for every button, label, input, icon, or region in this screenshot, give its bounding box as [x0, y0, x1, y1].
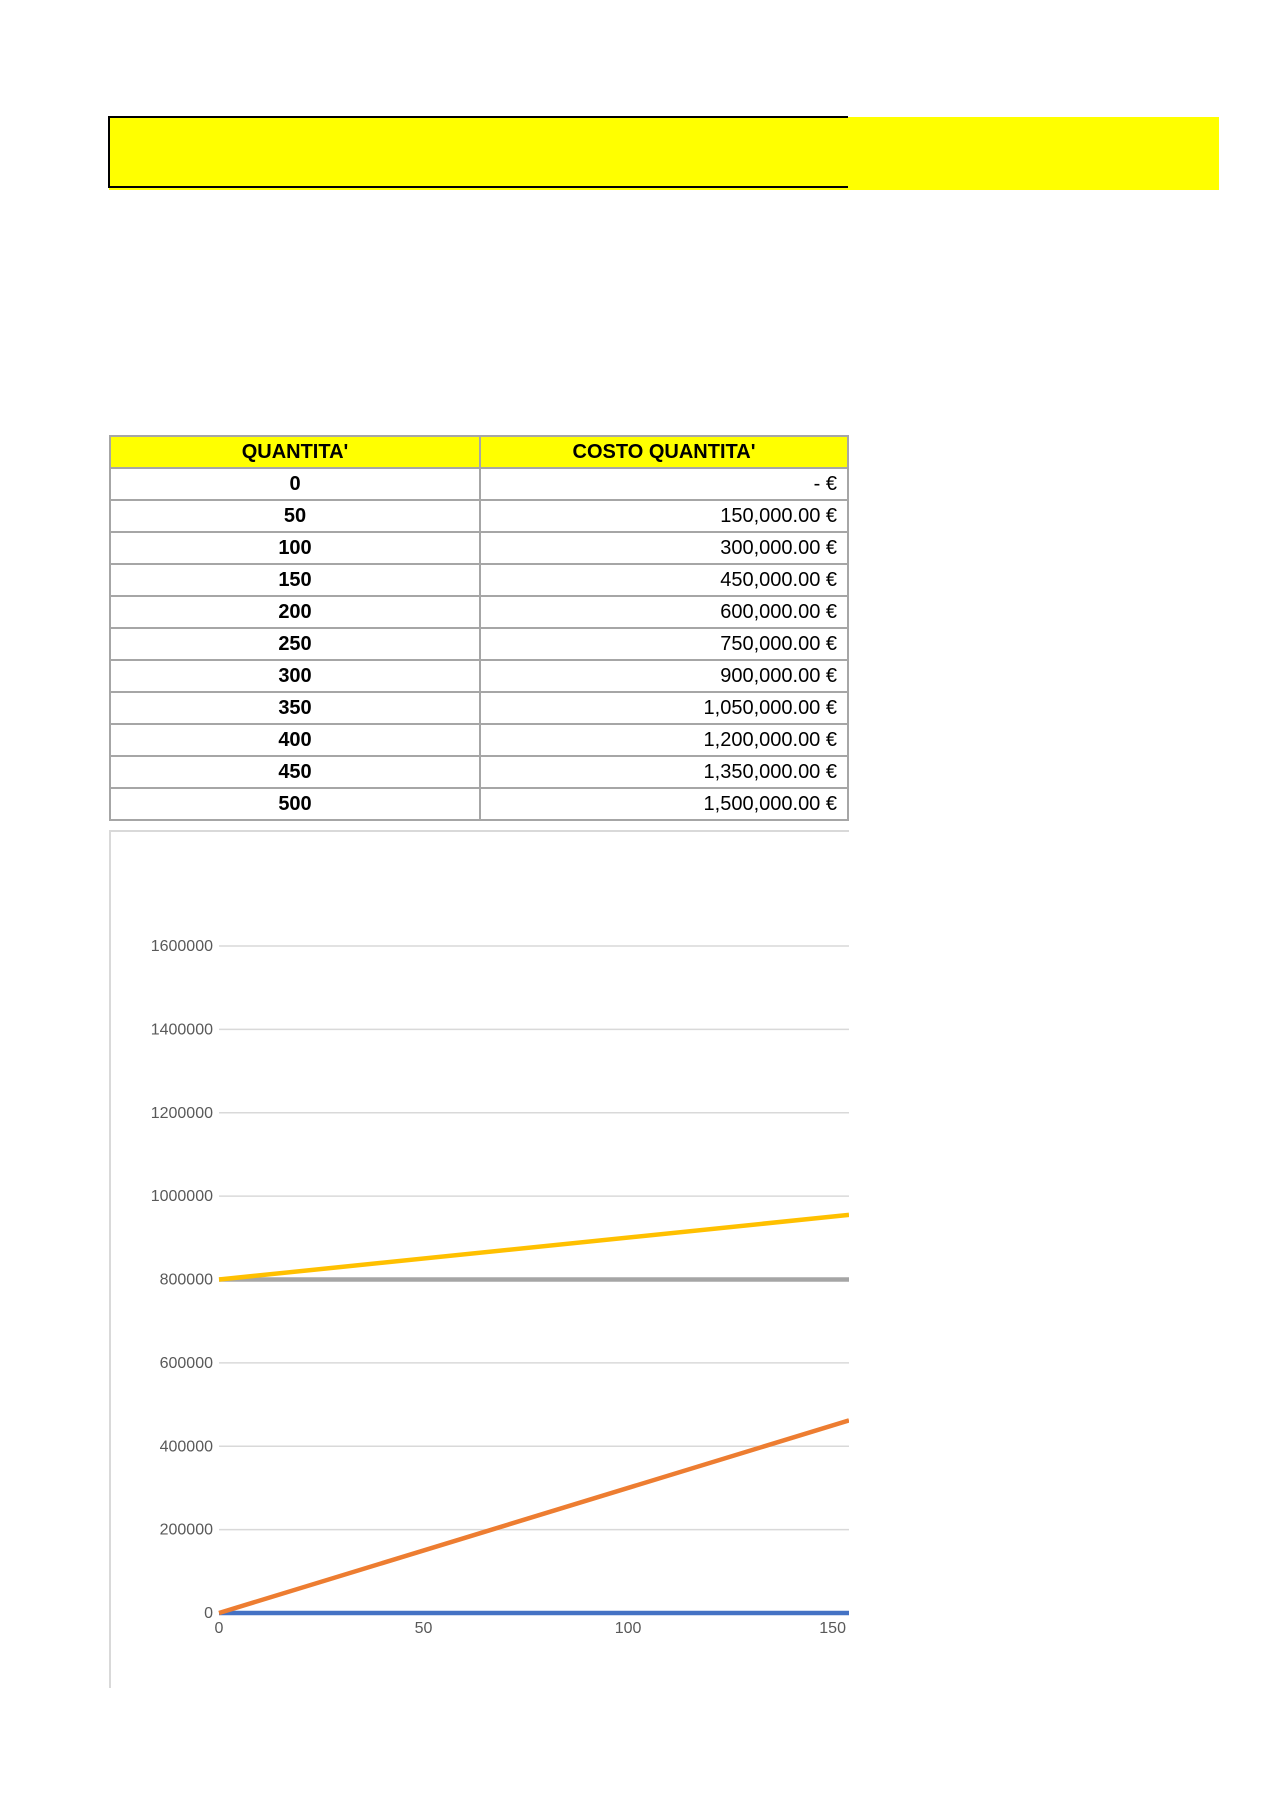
qty-cell: 50 [110, 500, 480, 532]
cost-cell: 1,500,000.00 € [480, 788, 848, 820]
cost-cell: 600,000.00 € [480, 596, 848, 628]
header-quantita: QUANTITA' [110, 436, 480, 468]
cost-cell: 1,050,000.00 € [480, 692, 848, 724]
cost-cell: 1,200,000.00 € [480, 724, 848, 756]
x-tick-label: 100 [614, 1620, 642, 1637]
title-cell [108, 116, 848, 188]
qty-cell: 150 [110, 564, 480, 596]
table-header-row [110, 436, 848, 468]
qty-cell: 0 [110, 468, 480, 500]
qty-cell: 500 [110, 788, 480, 820]
y-tick-label: 1000000 [150, 1188, 213, 1206]
table-row [110, 788, 848, 820]
cost-cell: 450,000.00 € [480, 564, 848, 596]
table-row [110, 564, 848, 596]
header-costo-quantita: COSTO QUANTITA' [480, 436, 848, 468]
cost-cell: 750,000.00 € [480, 628, 848, 660]
y-tick-label: 200000 [159, 1521, 213, 1539]
series-line [219, 1215, 849, 1280]
table-row [110, 468, 848, 500]
series-line [219, 1420, 849, 1613]
cost-cell: 900,000.00 € [480, 660, 848, 692]
cost-cell: 1,350,000.00 € [480, 756, 848, 788]
line-chart [111, 832, 849, 1688]
table-row [110, 628, 848, 660]
y-tick-label: 1200000 [150, 1104, 213, 1122]
cost-cell: 300,000.00 € [480, 532, 848, 564]
qty-cell: 350 [110, 692, 480, 724]
qty-cell: 200 [110, 596, 480, 628]
qty-cell: 450 [110, 756, 480, 788]
table-row [110, 724, 848, 756]
chart-area [109, 830, 849, 1688]
table-row [110, 692, 848, 724]
cost-cell: - € [480, 468, 848, 500]
qty-cell: 400 [110, 724, 480, 756]
x-tick-label: 0 [214, 1620, 224, 1637]
table-row [110, 660, 848, 692]
quantity-cost-table [109, 435, 849, 821]
table-row [110, 532, 848, 564]
y-tick-label: 800000 [159, 1271, 213, 1289]
qty-cell: 300 [110, 660, 480, 692]
y-tick-label: 600000 [159, 1354, 213, 1372]
y-tick-label: 1600000 [150, 938, 213, 955]
x-tick-label: 50 [414, 1620, 433, 1637]
table-row [110, 500, 848, 532]
y-tick-label: 1400000 [150, 1021, 213, 1039]
table-row [110, 756, 848, 788]
y-tick-label: 0 [204, 1605, 213, 1622]
qty-cell: 100 [110, 532, 480, 564]
y-tick-label: 400000 [159, 1438, 213, 1456]
qty-cell: 250 [110, 628, 480, 660]
table-row [110, 596, 848, 628]
x-tick-label: 150 [819, 1620, 846, 1637]
cost-cell: 150,000.00 € [480, 500, 848, 532]
